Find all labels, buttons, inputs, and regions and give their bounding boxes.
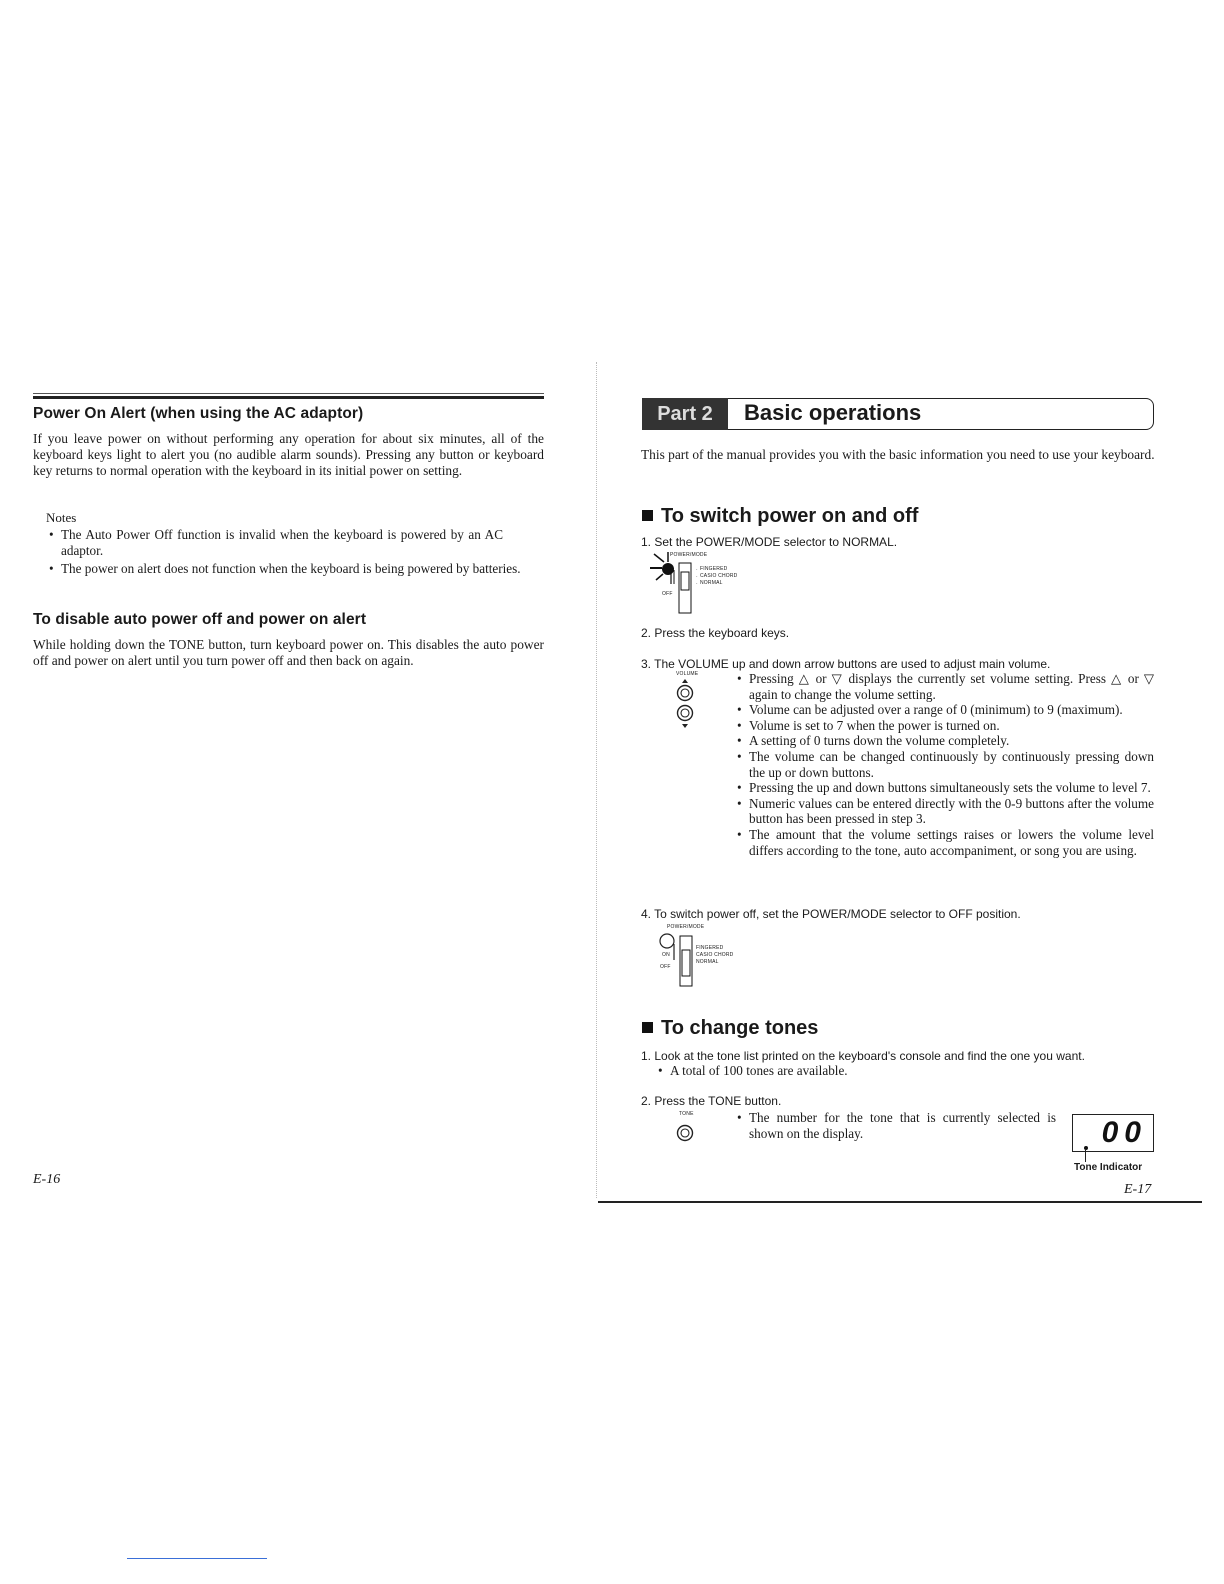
volume-bullet: • Pressing the up and down buttons simultaneously sets the volume to level 7. [736,780,1154,796]
volume-bullet: • Pressing △ or ▽ displays the currently set volume setting. Press △ or ▽ again to change the volume setting. [736,671,1154,702]
volume-bullet: • The amount that the volume settings raises or lowers the volume level differs according to the tone, auto accompaniment, or song you are using. [736,827,1154,858]
diagram1-power-mode-label: POWER/MODE [670,552,708,558]
tones-bullet: • The number for the tone that is currently selected is shown on the display. [736,1110,1056,1141]
power-step-1: 1. Set the POWER/MODE selector to NORMAL. [641,535,898,549]
volume-down-icon [676,704,694,730]
tone-display-value: 00 [1101,1116,1147,1149]
diagram2-normal-label: NORMAL [696,959,719,965]
diagram1-casio-chord-label: CASIO CHORD [700,573,738,579]
volume-label: VOLUME [676,671,699,677]
top-rule [33,393,544,394]
volume-bullet: • The volume can be changed continuously by continuously pressing down the up or down buttons. [736,749,1154,780]
bottom-rule [598,1201,1202,1203]
svg-text:·: · [696,581,698,587]
tone-button[interactable] [676,1124,694,1142]
power-heading [642,505,918,528]
svg-text:·: · [696,567,698,573]
tones-heading-text: To change tones [661,1017,819,1039]
part-intro: This part of the manual provides you with the basic information you need to use your keyboard. [641,447,1155,462]
volume-bullet: • Volume is set to 7 when the power is turned on. [736,718,1154,734]
power-step-3: 3. The VOLUME up and down arrow buttons are used to adjust main volume. [641,657,1051,671]
diagram2-fingered-label: FINGERED [696,945,724,951]
tone-indicator-leader [1085,1150,1086,1162]
page-number-left: E-16 [33,1172,61,1187]
note-item: • The Auto Power Off function is invalid when the keyboard is powered by an AC adaptor. [48,527,528,558]
diagram1-normal-label: NORMAL [700,580,723,586]
diagram1-off-label: OFF [662,591,673,597]
tones-step-2: 2. Press the TONE button. [641,1094,782,1108]
tone-indicator-label: Tone Indicator [1074,1162,1143,1173]
tones-step-2-bullets [736,1110,1056,1141]
volume-up-button[interactable] [676,678,694,702]
notes-title: Notes [46,510,77,525]
part-title: Basic operations [744,400,922,425]
volume-bullets [736,671,1154,858]
note-item: • The power on alert does not function when the keyboard is being powered by batteries. [48,561,528,577]
diagram2-power-mode-label: POWER/MODE [667,924,705,930]
tones-heading [642,1017,818,1040]
diagram2-on-label: ON [662,952,670,958]
tones-step-1: 1. Look at the tone list printed on the keyboard's console and find the one you want. [641,1049,1085,1063]
volume-bullet: • A setting of 0 turns down the volume completely. [736,733,1154,749]
power-heading-text: To switch power on and off [661,505,919,527]
tone-button-label: TONE [679,1111,694,1117]
diagram1-fingered-label: FINGERED [700,566,728,572]
power-on-alert-body: If you leave power on without performing any operation for about six minutes, all of the keyboard keys light to alert you (no audible alarm sounds). Pressing any button or keyboard key returns to normal operation with the keyboard in its initial power on setting. [33,431,544,478]
part-badge [642,398,728,430]
tones-bullet: • A total of 100 tones are available. [657,1063,1057,1079]
svg-text:·: · [696,574,698,580]
part-label: Part 2 [657,402,713,425]
power-step-4: 4. To switch power off, set the POWER/MODE selector to OFF position. [641,907,1021,921]
top-rule-thick [33,396,544,399]
volume-down-button[interactable] [676,704,694,730]
square-bullet-icon [642,1022,653,1033]
tones-step-1-bullets [657,1063,1057,1079]
notes-list [48,527,528,577]
page-number-right: E-17 [1124,1182,1152,1197]
power-step-2: 2. Press the keyboard keys. [641,626,790,640]
square-bullet-icon [642,510,653,521]
disable-auto-power-body: While holding down the TONE button, turn keyboard power on. This disables the auto power off and power on alert until you turn power off and then back on again. [33,637,544,668]
volume-bullet: • Volume can be adjusted over a range of 0 (minimum) to 9 (maximum). [736,702,1154,718]
tone-button-icon [676,1124,694,1142]
volume-up-icon [676,678,694,702]
diagram2-off-label: OFF [660,964,671,970]
scan-artifact-line [127,1558,267,1559]
gutter-line [596,362,597,1198]
diagram2-casio-chord-label: CASIO CHORD [696,952,734,958]
disable-auto-power-heading: To disable auto power off and power on alert [33,611,367,628]
power-on-alert-heading: Power On Alert (when using the AC adaptor) [33,405,364,422]
volume-bullet: • Numeric values can be entered directly with the 0-9 buttons after the volume button has been pressed in step 3. [736,796,1154,827]
